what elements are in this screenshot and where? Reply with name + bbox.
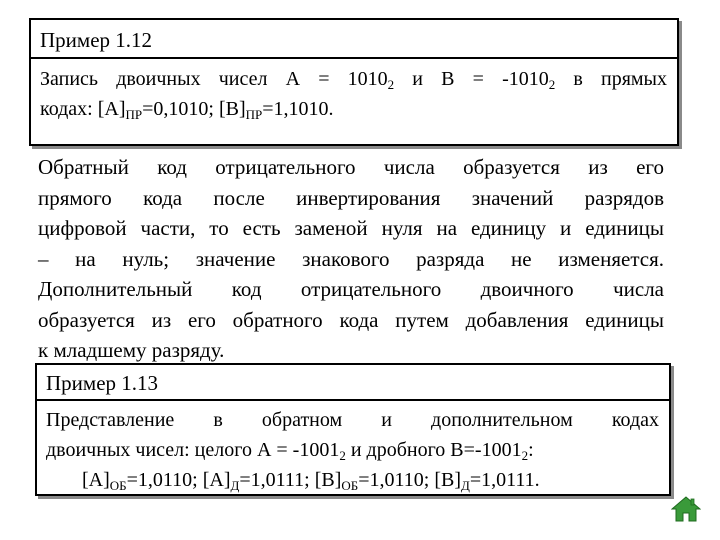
- example-1-12-title-text: Пример 1.12: [40, 28, 153, 52]
- example-1-13-line-3: $[А]_{ОБ}=1,0110$; $[А]_Д=1,0111$; $[В]_{ОБ}=1,0110$; $[В]_Д=1,0111$.: [82, 469, 540, 493]
- paragraph-line: образуется из его обратного кода путем добавления единицы: [38, 307, 664, 332]
- paragraph-line: Обратный код отрицательного числа образуется из его: [38, 155, 664, 179]
- example-1-12-line-1: Запись двоичных чисел $А = 1010_2$ и $В = -1010_2$ в прямых: [40, 68, 667, 92]
- example-1-13-line-1: Представление в обратном и дополнительном кодах: [46, 409, 659, 431]
- paragraph-line: цифровой части, то есть заменой нуля на единицу и единицы: [38, 216, 664, 240]
- example-1-13-title: [37, 365, 669, 401]
- example-1-13-title-text: Пример 1.13: [46, 371, 159, 395]
- example-1-12-line-2: кодах: $[А]_{ПР}=0,1010$; $[В]_{ПР}=1,1010$.: [40, 98, 334, 122]
- paragraph-line: Дополнительный код отрицательного двоичного числа: [38, 277, 664, 301]
- example-1-12-content: [31, 64, 677, 124]
- home-icon[interactable]: [671, 496, 701, 522]
- paragraph-line: к младшему разряду.: [38, 338, 225, 362]
- example-1-13-content: [37, 405, 669, 495]
- example-1-13-line-2: двоичных чисел: целого $А = -1001_2$ и дробного $В=-1001_2$:: [46, 439, 534, 463]
- paragraph-line: прямого кода после инвертирования значений разрядов: [38, 185, 664, 210]
- example-1-12-box: [29, 18, 679, 146]
- example-1-13-box: [35, 363, 671, 496]
- example-1-12-title: [31, 20, 677, 59]
- paragraph-line: – на нуль; значение знакового разряда не изменяется.: [38, 246, 664, 271]
- explanation-paragraph: [38, 152, 664, 366]
